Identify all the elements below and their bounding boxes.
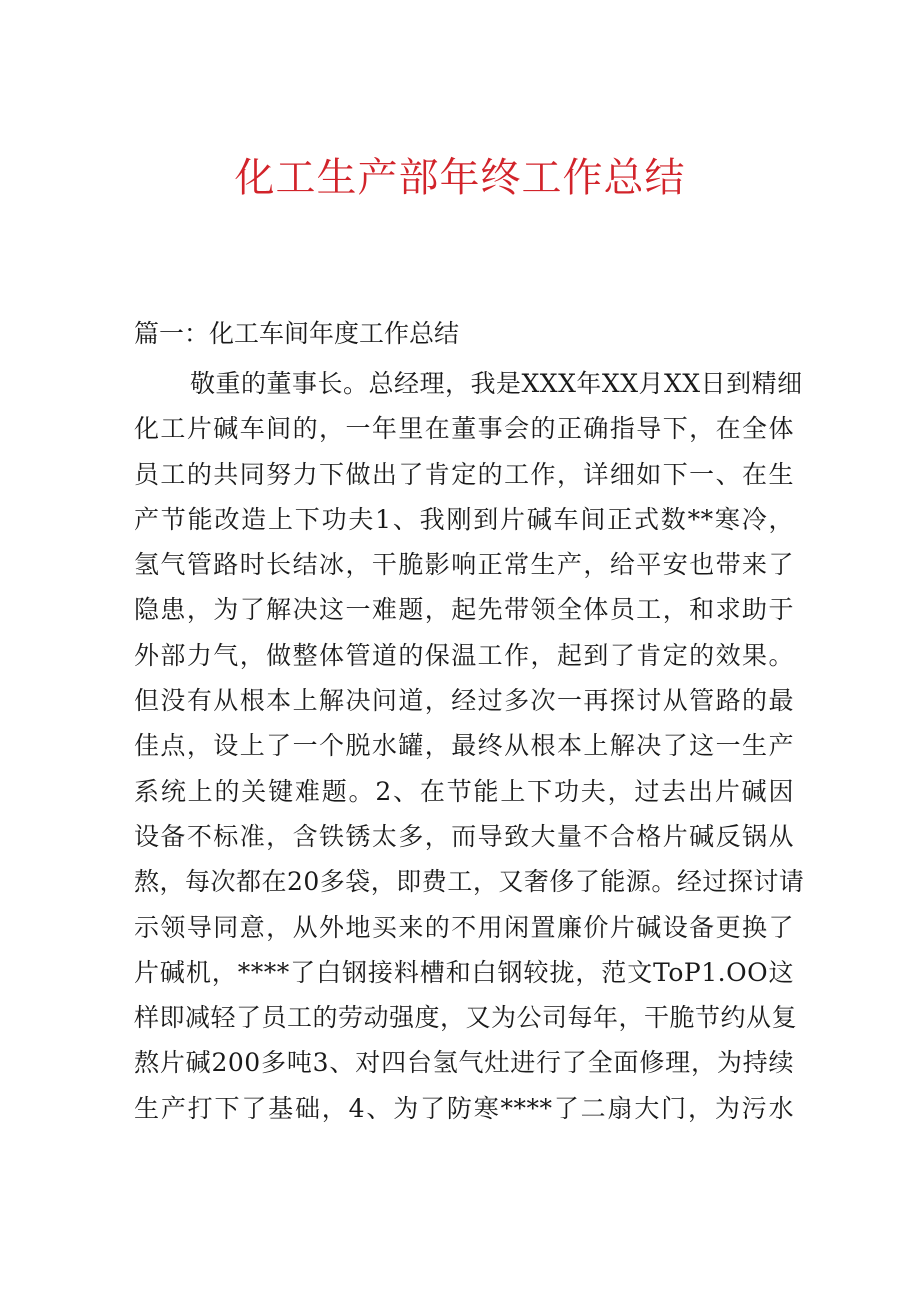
paragraph-line: 生产打下了基础，4、为了防寒****了二扇大门，为污水 [134, 1093, 794, 1123]
paragraph-line: 但没有从根本上解决问道，经过多次一再探讨从管路的最 [134, 686, 794, 716]
paragraph-line: 熬片碱200多吨3、对四台氢气灶进行了全面修理，为持续 [134, 1048, 794, 1078]
section-heading: 篇一：化工车间年度工作总结 [134, 319, 460, 348]
paragraph-line: 外部力气，做整体管道的保温工作，起到了肯定的效果。 [134, 640, 794, 670]
paragraph-line: 样即减轻了员工的劳动强度，又为公司每年，干脆节约从复 [134, 1003, 798, 1033]
paragraph-line: 佳点，设上了一个脱水罐，最终从根本上解决了这一生产 [134, 731, 794, 761]
paragraph-line: 熬，每次都在20多袋，即费工，又奢侈了能源。经过探讨请 [134, 867, 805, 897]
paragraph-line: 员工的共同努力下做出了肯定的工作，详细如下一、在生 [134, 459, 794, 489]
paragraph-line: 系统上的关键难题。2、在节能上下功夫，过去出片碱因 [134, 776, 794, 806]
paragraph-line: 产节能改造上下功夫1、我刚到片碱车间正式数**寒冷， [134, 504, 794, 534]
paragraph-line: 氢气管路时长结冰，干脆影响正常生产，给平安也带来了 [134, 550, 794, 580]
paragraph-line: 片碱机，****了白钢接料槽和白钢较拢，范文ToP1.OO这 [134, 957, 794, 987]
paragraph-line: 化工片碱车间的，一年里在董事会的正确指导下，在全体 [134, 414, 794, 444]
paragraph-line: 敬重的董事长。总经理，我是XXX年XX月XX日到精细 [190, 369, 803, 398]
body-paragraph [134, 361, 805, 1131]
paragraph-line: 隐患，为了解决这一难题，起先带领全体员工，和求助于 [134, 595, 794, 625]
paragraph-line: 示领导同意，从外地买来的不用闲置廉价片碱设备更换了 [134, 912, 794, 942]
document-title: 化工生产部年终工作总结 [234, 155, 686, 201]
paragraph-line: 设备不标准，含铁锈太多，而导致大量不合格片碱反锅从 [134, 821, 794, 851]
